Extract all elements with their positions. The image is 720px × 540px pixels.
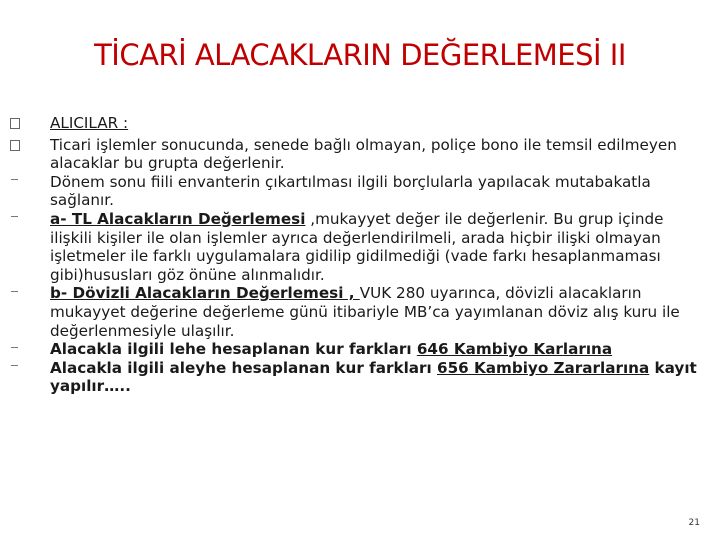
square-bullet-icon [10, 136, 50, 173]
list-item [10, 136, 710, 173]
heading-alicilar: ALICILAR : [50, 114, 129, 132]
list-item-text: Ticari işlemler sonucunda, senede bağlı olmayan, poliçe bono ile temsil edilmeyen alacaklar bu grupta değerlenir. [50, 135, 677, 173]
list-item [10, 359, 710, 396]
list-item [10, 114, 710, 136]
list-item-text: Alacakla ilgili lehe hesaplanan kur farkları [50, 340, 417, 359]
doviz-alacak-heading: b- Dövizli Alacakların Değerlemesi , [50, 284, 360, 303]
list-item-text: ,mukayyet değer ile değerlenir. Bu grup içinde ilişkili kişiler ile olan işlemler ayrıca değerlendirilmeli, arada hiçbir ilişki olmayan işletmeler ile farklı uygulamalara gidilip gidilmediği (vade farkı hesaplanmaması gibi)hususları göz önüne alınmalıdır. [50, 209, 664, 284]
square-bullet-icon [10, 114, 50, 136]
list-item-text: Alacakla ilgili aleyhe hesaplanan kur farkları [50, 358, 438, 377]
account-646: 646 Kambiyo Karlarına [416, 340, 613, 359]
account-656: 656 Kambiyo Zararlarına [437, 358, 650, 377]
page-number: 21 [688, 518, 700, 528]
tl-alacak-heading: a- TL Alacakların Değerlemesi [50, 209, 306, 228]
slide-title: TİCARİ ALACAKLARIN DEĞERLEMESİ II [94, 38, 626, 72]
dash-bullet-icon [10, 284, 50, 340]
list-item-text: kayıt yapılır….. [50, 358, 697, 396]
dash-bullet-icon [10, 359, 50, 396]
dash-bullet-icon [10, 173, 50, 210]
list-item-text: Dönem sonu fiili envanterin çıkartılması ilgili borçlularla yapılacak mutabakatla sağlanır. [50, 172, 651, 210]
list-item-text: VUK 280 uyarınca, dövizli alacakların mukayyet değerine değerleme günü itibariyle MB’ca yayımlanan döviz alış kuru ile değerlenmesiyle ulaşılır. [50, 284, 680, 340]
list-item [10, 173, 710, 210]
list-item [10, 210, 710, 284]
dash-bullet-icon [10, 210, 50, 284]
dash-bullet-icon [10, 340, 50, 359]
list-item [10, 284, 710, 340]
list-item [10, 340, 710, 359]
bullet-list [10, 114, 710, 396]
